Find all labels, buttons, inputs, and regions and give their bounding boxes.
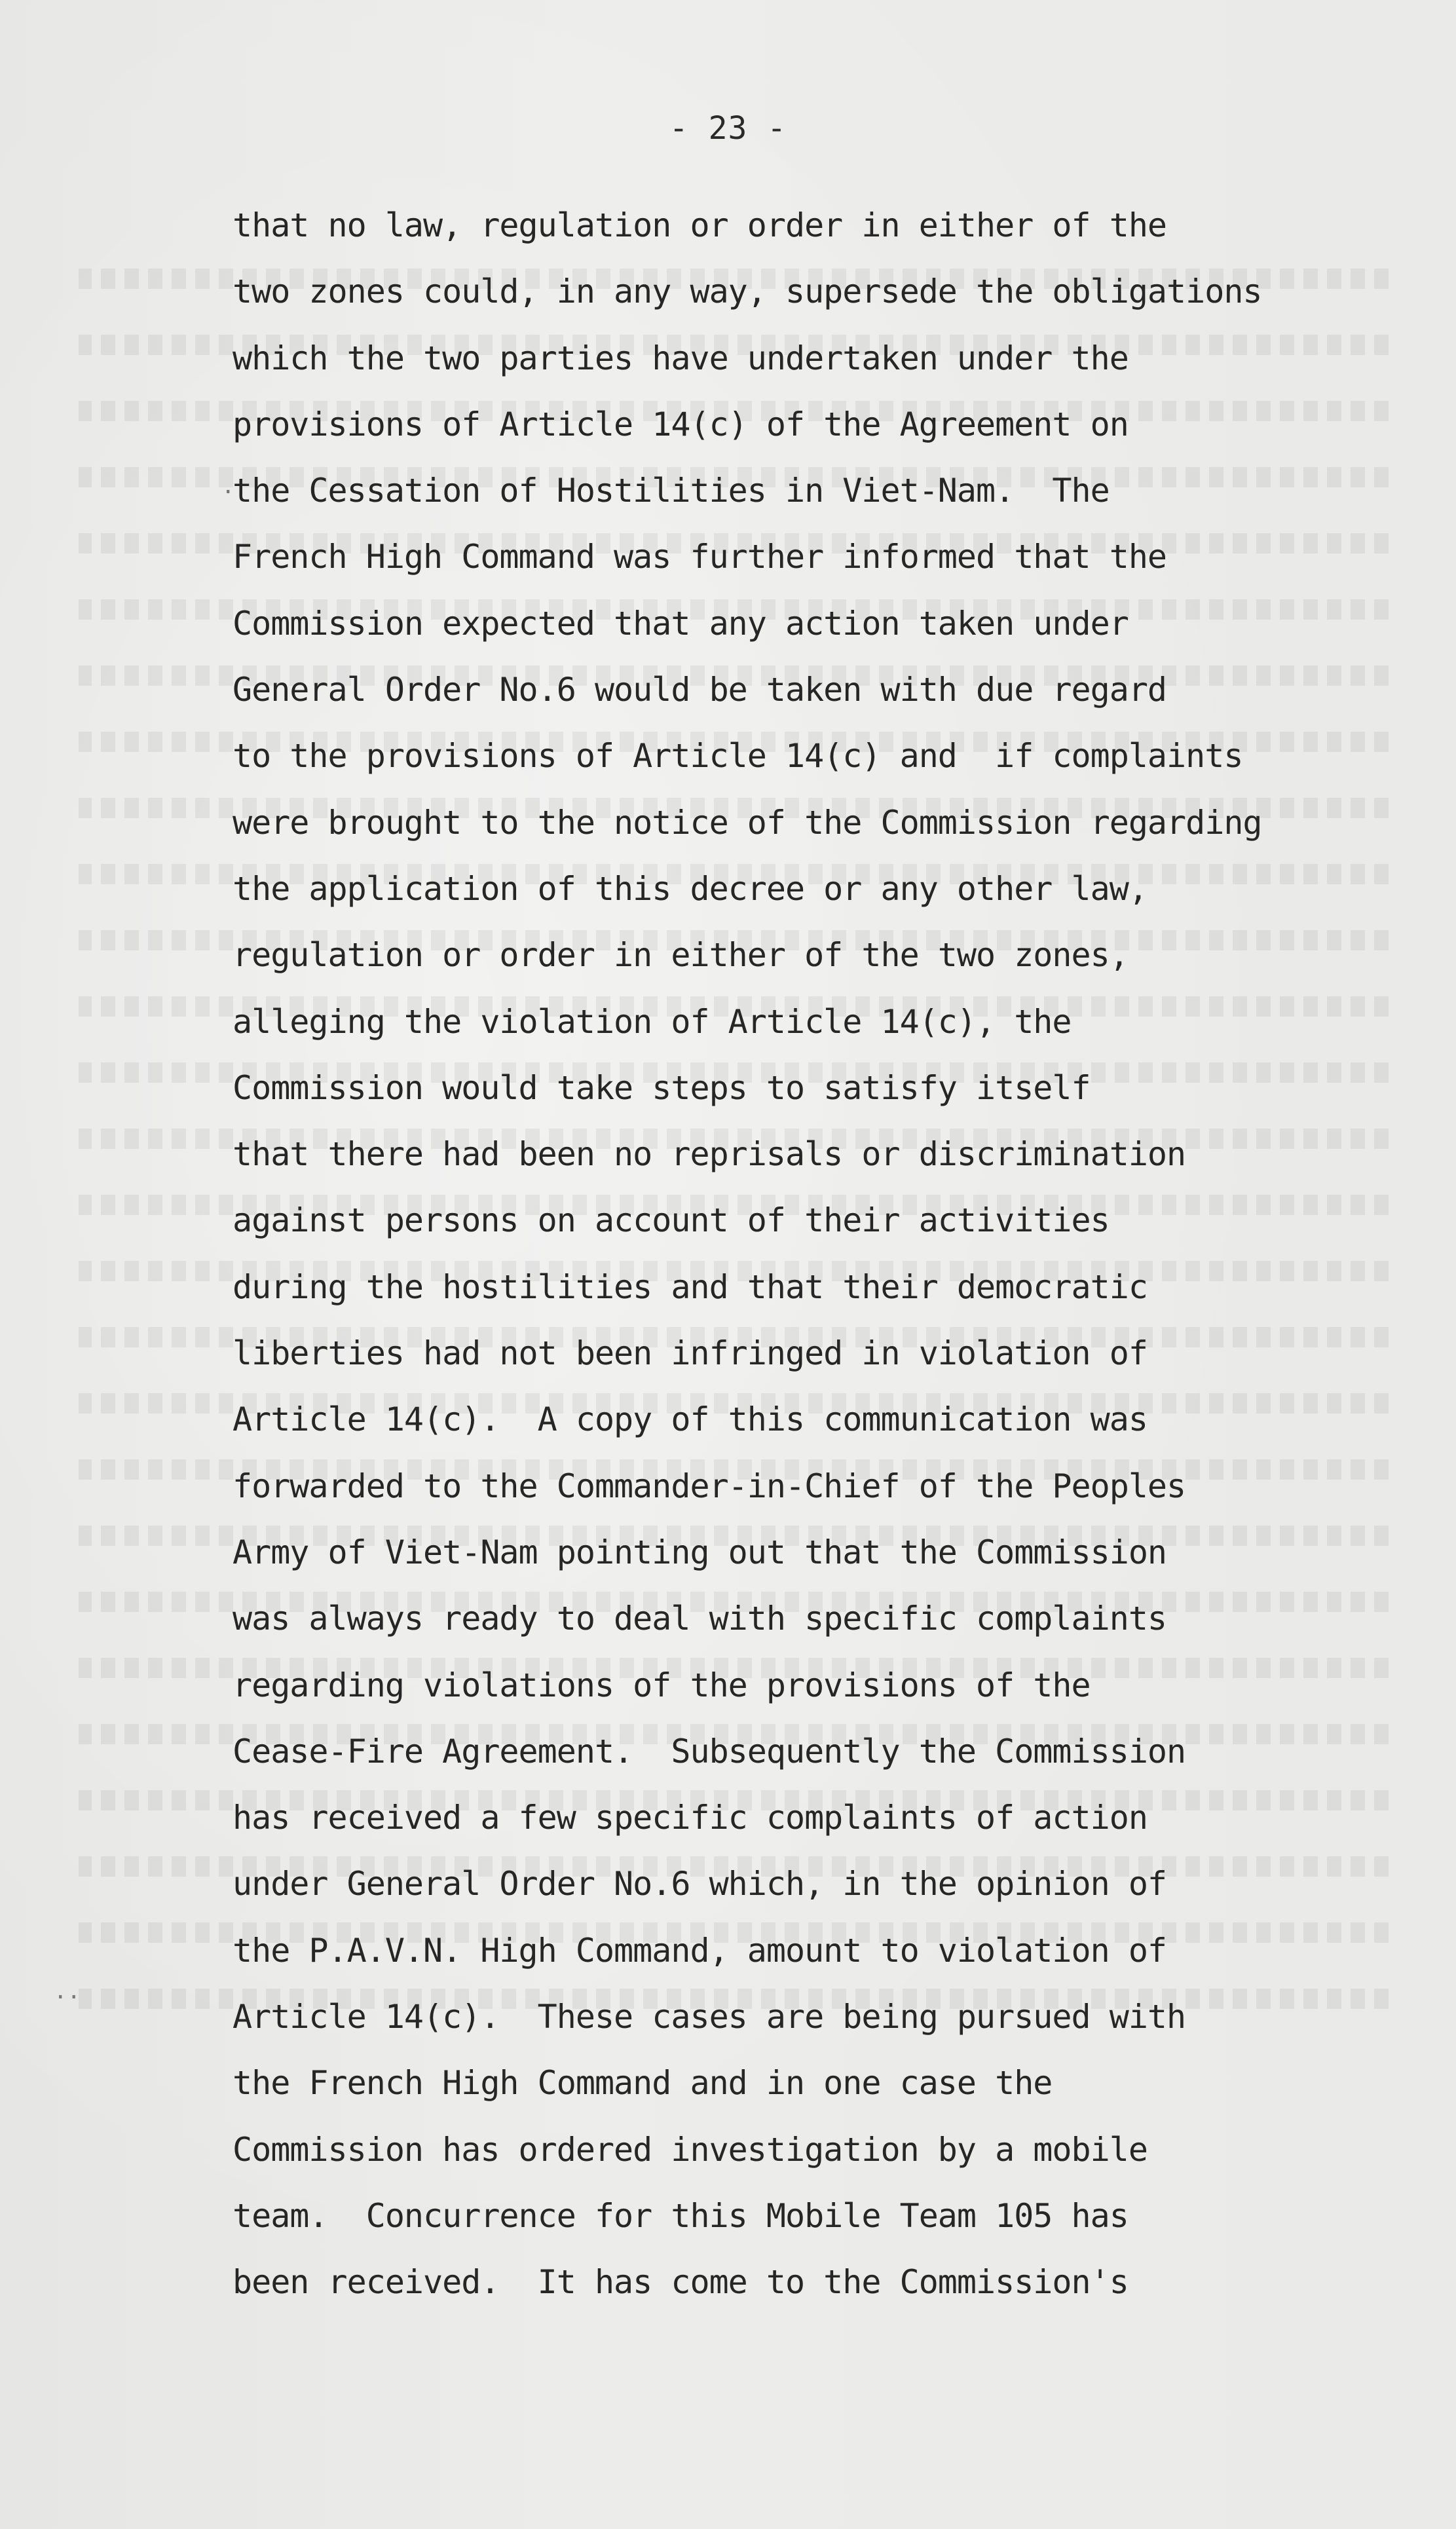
margin-dot: .. bbox=[54, 1978, 81, 2004]
text-line: General Order No.6 would be taken with due regard bbox=[233, 671, 1167, 709]
text-line: during the hostilities and that their democratic bbox=[233, 1267, 1148, 1306]
text-line: regulation or order in either of the two zones, bbox=[233, 936, 1129, 975]
text-line: Article 14(c). A copy of this communication was bbox=[233, 1400, 1148, 1439]
text-line: the application of this decree or any other law, bbox=[233, 869, 1148, 908]
text-line: the Cessation of Hostilities in Viet-Nam. The bbox=[233, 472, 1110, 510]
text-line: has received a few specific complaints of action bbox=[233, 1799, 1148, 1837]
text-line: regarding violations of the provisions of the bbox=[233, 1666, 1091, 1704]
text-line: to the provisions of Article 14(c) and if complaints bbox=[233, 737, 1243, 776]
text-line: Commission would take steps to satisfy itself bbox=[233, 1068, 1091, 1107]
text-line: Commission expected that any action taken under bbox=[233, 604, 1129, 643]
text-line: two zones could, in any way, supersede the obligations bbox=[233, 272, 1262, 311]
text-line: Army of Viet-Nam pointing out that the Commission bbox=[233, 1533, 1167, 1571]
text-line: Article 14(c). These cases are being pursued with bbox=[233, 1998, 1186, 2036]
text-line: Cease-Fire Agreement. Subsequently the Commission bbox=[233, 1732, 1186, 1770]
text-line: the French High Command and in one case the bbox=[233, 2064, 1053, 2103]
text-line: team. Concurrence for this Mobile Team 105 has bbox=[233, 2196, 1129, 2235]
text-line: been received. It has come to the Commission's bbox=[233, 2263, 1129, 2302]
text-line: which the two parties have undertaken under the bbox=[233, 339, 1129, 377]
text-line: alleging the violation of Article 14(c), the bbox=[233, 1002, 1072, 1041]
text-line: the P.A.V.N. High Command, amount to violation of bbox=[233, 1931, 1167, 1970]
text-line: French High Command was further informed that the bbox=[233, 538, 1167, 576]
text-line: Commission has ordered investigation by a mobile bbox=[233, 2130, 1148, 2169]
text-line: that no law, regulation or order in either of the bbox=[233, 206, 1167, 244]
text-line: under General Order No.6 which, in the opinion of bbox=[233, 1865, 1167, 1903]
body-text bbox=[233, 193, 1346, 2316]
text-line: liberties had not been infringed in violation of bbox=[233, 1334, 1148, 1373]
text-line: that there had been no reprisals or discrimination bbox=[233, 1135, 1186, 1174]
text-line: forwarded to the Commander-in-Chief of the Peoples bbox=[233, 1467, 1186, 1505]
text-line: against persons on account of their activities bbox=[233, 1201, 1110, 1240]
page-number: - 23 - bbox=[669, 110, 787, 147]
text-line: were brought to the notice of the Commission regarding bbox=[233, 803, 1262, 842]
text-line: was always ready to deal with specific complaints bbox=[233, 1600, 1167, 1638]
text-line: provisions of Article 14(c) of the Agreement on bbox=[233, 405, 1129, 443]
margin-dot: . bbox=[221, 473, 235, 499]
